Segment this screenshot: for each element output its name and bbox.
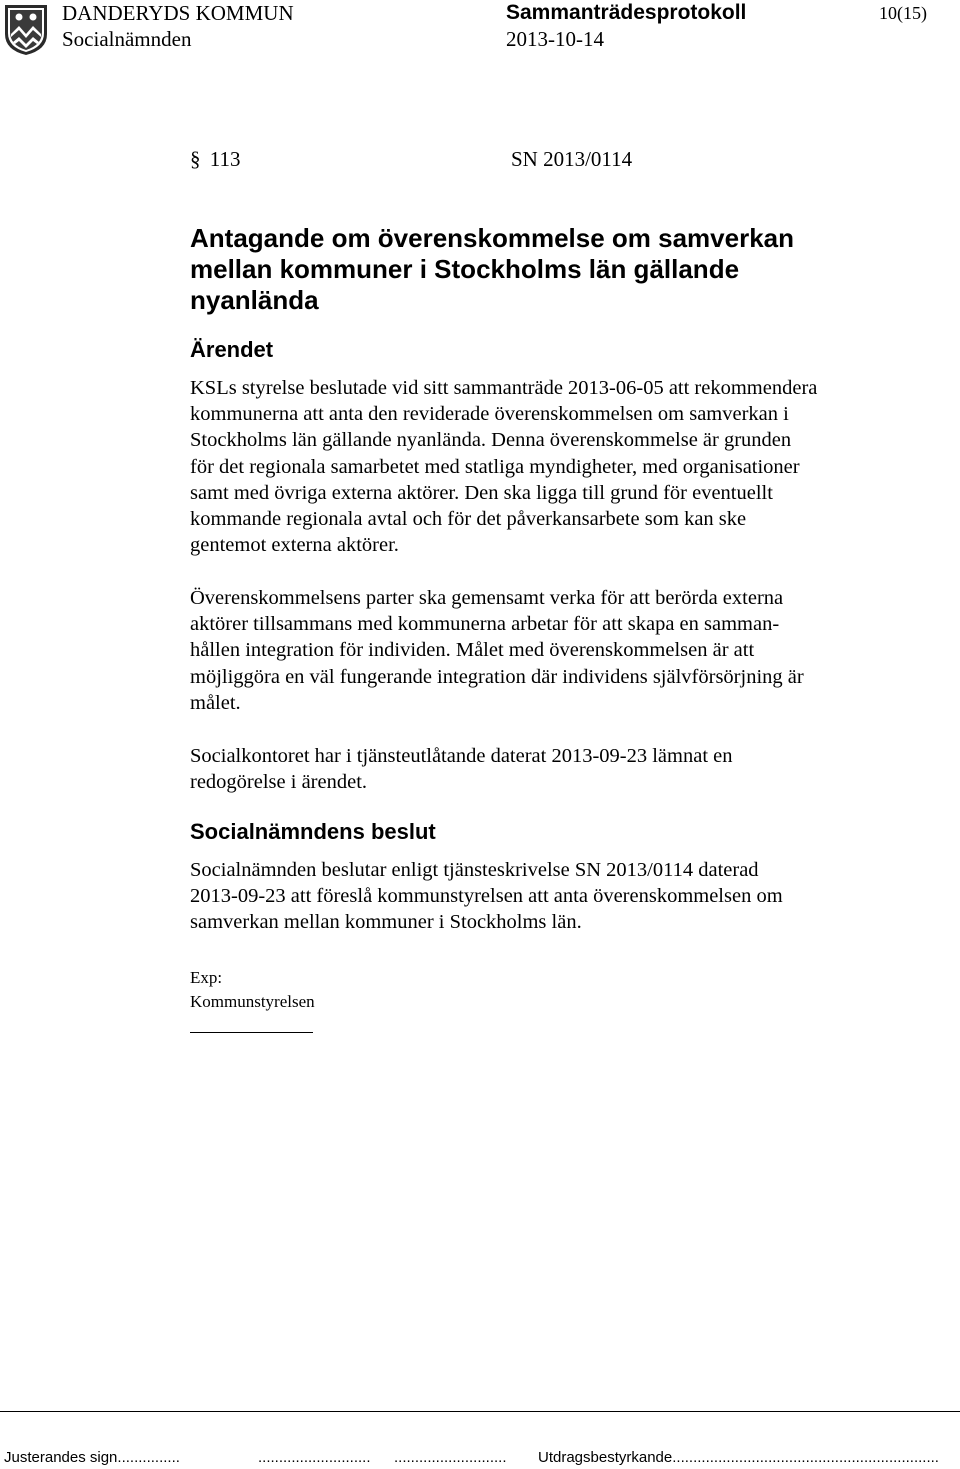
coat-of-arms-logo bbox=[4, 4, 48, 56]
meeting-date: 2013-10-14 bbox=[506, 27, 604, 51]
text-line: Stockholms län gällande nyanlända. Denna överenskommelse är grunden bbox=[190, 429, 792, 452]
expedition-recipient: Kommunstyrelsen bbox=[190, 992, 315, 1011]
case-number: SN 2013/0114 bbox=[511, 147, 633, 171]
text-line: målet. bbox=[190, 691, 241, 714]
title-line: Antagande om överenskommelse om samverkan bbox=[190, 223, 795, 253]
arendet-paragraph-1 bbox=[190, 375, 880, 558]
text-line: samverkan mellan kommuner i Stockholms län. bbox=[190, 911, 582, 934]
arendet-paragraph-3 bbox=[190, 743, 880, 795]
arendet-paragraph-2 bbox=[190, 585, 880, 716]
text-line: Socialkontoret har i tjänsteutlåtande daterat 2013-09-23 lämnat en bbox=[190, 745, 733, 767]
text-line: redogörelse i ärendet. bbox=[190, 771, 368, 794]
justerandes-sign: Justerandes sign............... bbox=[4, 1449, 180, 1466]
title-line: mellan kommuner i Stockholms län gällande bbox=[190, 254, 740, 284]
text-line: kommunerna att anta den reviderade överenskommelsen om samverkan i bbox=[190, 403, 789, 426]
section-line bbox=[190, 147, 240, 172]
page-number: 10(15) bbox=[879, 3, 927, 23]
utdragsbestyrkande: Utdragsbestyrkande................................................................ bbox=[538, 1449, 939, 1466]
text-line: för det regionala samarbetet med statliga myndigheter, med organisationer bbox=[190, 455, 800, 478]
document-title bbox=[190, 223, 794, 316]
text-line: kommande regionala avtal och för det påverkansarbete som kan ske bbox=[190, 508, 747, 531]
document-type: Sammanträdesprotokoll bbox=[506, 1, 747, 24]
text-line: Överenskommelsens parter ska gemensamt verka för att berörda externa bbox=[190, 587, 784, 609]
text-line: 2013-09-23 att föreslå kommunstyrelsen att anta överenskommelsen om bbox=[190, 885, 783, 908]
text-line: samt med övriga externa aktörer. Den ska ligga till grund för eventuellt bbox=[190, 481, 773, 504]
sign-field: ........................... bbox=[258, 1449, 371, 1466]
signature-rule bbox=[190, 1032, 313, 1033]
expedition-label: Exp: bbox=[190, 968, 223, 987]
title-line: nyanlända bbox=[190, 285, 319, 315]
section-symbol: § bbox=[190, 147, 201, 171]
beslut-heading: Socialnämndens beslut bbox=[190, 819, 436, 844]
department-name: Socialnämnden bbox=[62, 27, 192, 51]
arendet-heading: Ärendet bbox=[190, 337, 274, 362]
footer-divider bbox=[0, 1411, 960, 1412]
sign-field: ........................... bbox=[394, 1449, 507, 1466]
text-line: Socialnämnden beslutar enligt tjänsteskrivelse SN 2013/0114 daterad bbox=[190, 859, 759, 881]
section-number: 113 bbox=[209, 147, 241, 171]
text-line: aktörer tillsammans med kommunerna arbetar för att skapa en samman- bbox=[190, 613, 780, 636]
text-line: hållen integration för individen. Målet med överenskommelsen är att bbox=[190, 639, 755, 662]
beslut-paragraph bbox=[190, 857, 880, 936]
text-line: möjliggöra en väl fungerande integration där individens självförsörjning är bbox=[190, 665, 804, 688]
text-line: gentemot externa aktörer. bbox=[190, 534, 399, 557]
organization-name: DANDERYDS KOMMUN bbox=[62, 1, 294, 25]
text-line: KSLs styrelse beslutade vid sitt sammanträde 2013-06-05 att rekommendera bbox=[190, 377, 818, 399]
